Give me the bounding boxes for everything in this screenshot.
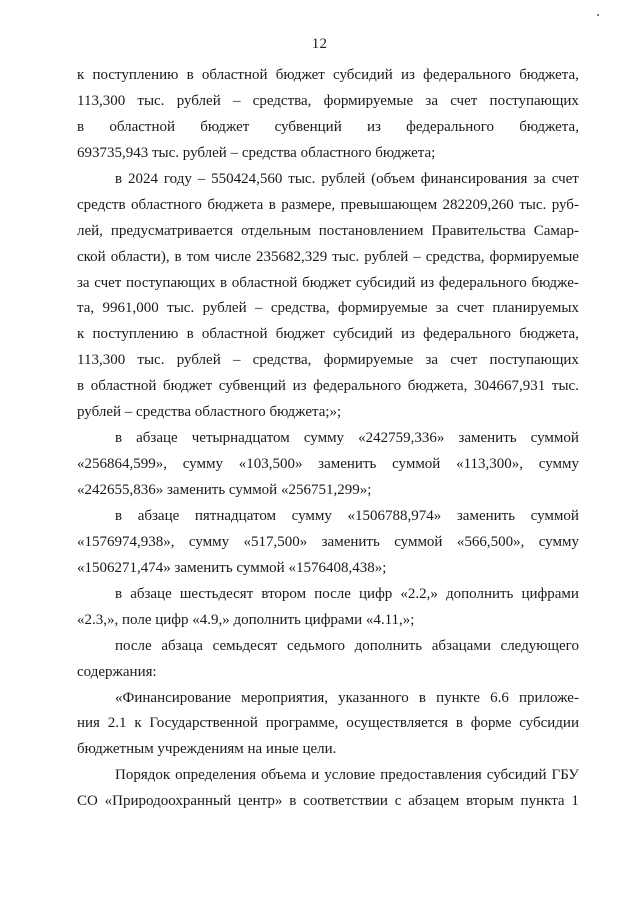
text-line: «242655,836» заменить суммой «256751,299»; [77,482,372,498]
text-line: бюджетным учреждениям на иные цели. [77,741,337,758]
text-line: «256864,599», сумму «103,500» заменить суммой «113,300», сумму [77,456,579,473]
text-line: содержания: [77,663,157,680]
text-line: ния 2.1 к Государственной программе, осуществляется в форме субсидии [77,715,579,732]
text-line: к поступлению в областной бюджет субсидий из федерального бюджета, [77,326,579,343]
text-line: в абзаце пятнадцатом сумму «1506788,974» заменить суммой [115,507,579,524]
text-line: «1506271,474» заменить суммой «1576408,438»; [77,559,387,576]
text-line: Порядок определения объема и условие предоставления субсидий ГБУ [115,767,579,784]
text-line: в областной бюджет субвенций из федерального бюджета, 304667,931 тыс. [77,378,579,395]
document-body [77,63,579,815]
text-line: за счет поступающих в областной бюджет субсидий из федерального бюдже- [77,274,579,291]
text-line: ской области), в том числе 235682,329 тыс. рублей – средства, формируемые [77,248,579,265]
text-line: в абзаце четырнадцатом сумму «242759,336» заменить суммой [115,430,579,447]
text-line: 113,300 тыс. рублей – средства, формируемые за счет поступающих [77,92,579,109]
text-line: «1576974,938», сумму «517,500» заменить суммой «566,500», сумму [77,533,579,550]
text-line: в абзаце шестьдесят втором после цифр «2.2,» дополнить цифрами [115,585,579,602]
text-line: в областной бюджет субвенций из федерального бюджета, [77,118,579,135]
scan-speck [597,14,599,16]
text-line: средств областного бюджета в размере, превышающем 282209,260 тыс. руб- [77,196,579,213]
text-line: «Финансирование мероприятия, указанного в пункте 6.6 приложе- [115,689,579,706]
text-line: 693735,943 тыс. рублей – средства областного бюджета; [77,144,436,161]
text-line: та, 9961,000 тыс. рублей – средства, формируемые за счет планируемых [77,300,579,317]
text-line: в 2024 году – 550424,560 тыс. рублей (объем финансирования за счет [115,170,579,187]
text-line: лей, предусматривается отдельным постановлением Правительства Самар- [77,222,579,239]
text-line: 113,300 тыс. рублей – средства, формируемые за счет поступающих [77,352,579,369]
text-line: рублей – средства областного бюджета;»; [77,404,342,421]
page-number: 12 [311,36,328,52]
text-line: после абзаца семьдесят седьмого дополнить абзацами следующего [115,637,579,654]
text-line: к поступлению в областной бюджет субсидий из федерального бюджета, [77,67,579,83]
text-line: «2.3,», поле цифр «4.9,» дополнить цифрами «4.11,»; [77,611,415,628]
text-line: СО «Природоохранный центр» в соответствии с абзацем вторым пункта 1 [77,793,579,810]
